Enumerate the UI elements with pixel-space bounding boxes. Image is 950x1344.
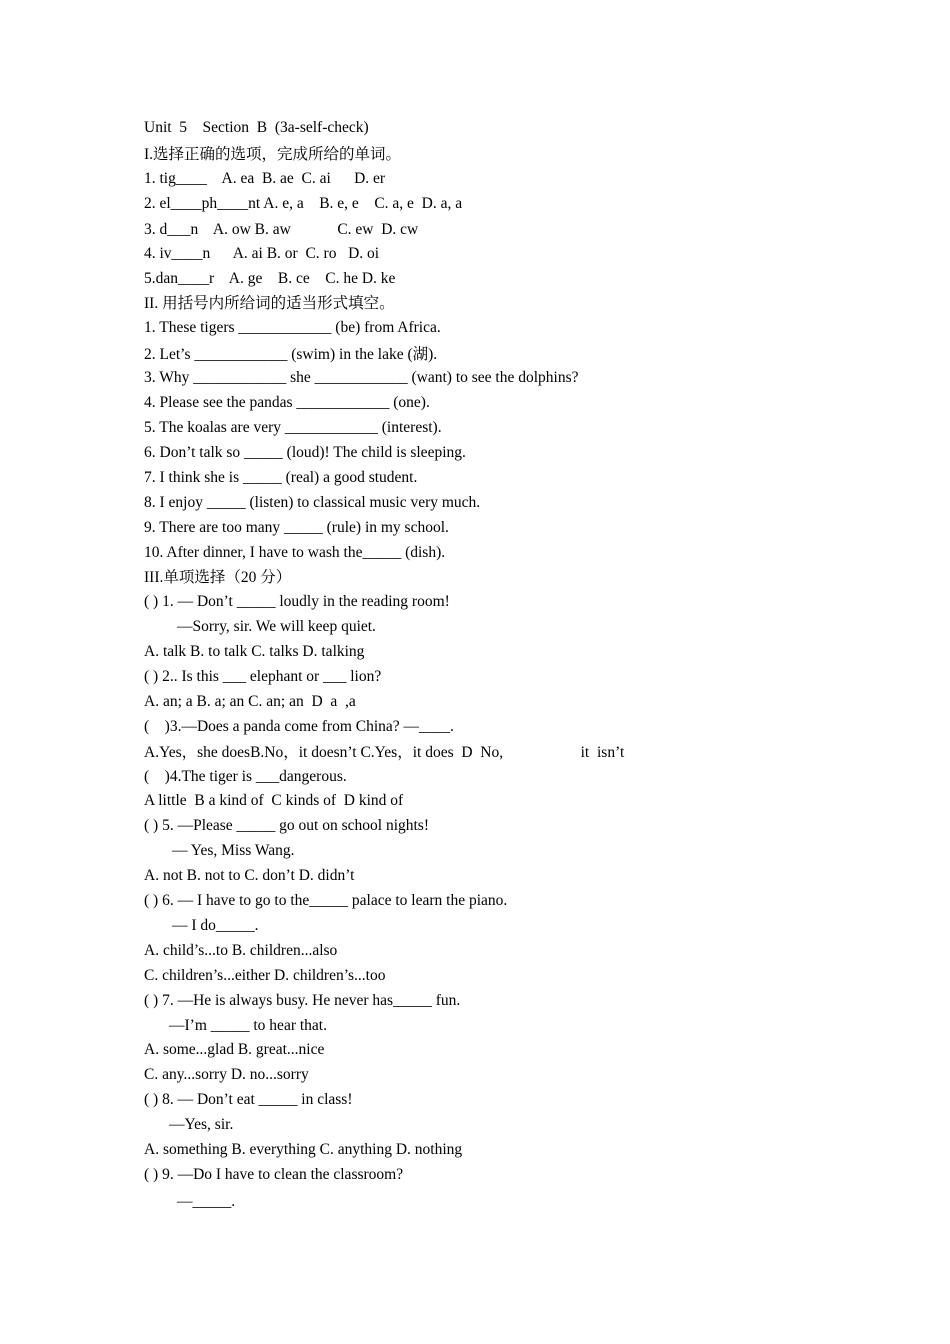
word-item-1: 1. tig____ A. ea B. ae C. ai D. er <box>144 170 386 187</box>
fill-item-3: 3. Why ____________ she ____________ (want) to see the dolphins? <box>144 369 579 386</box>
mc-question-1: ( ) 1. — Don’t _____ loudly in the reading room! <box>144 593 450 610</box>
mc-reply-6: — I do_____. <box>172 917 259 934</box>
word-item-4: 4. iv____n A. ai B. or C. ro D. oi <box>144 245 380 262</box>
mc-question-2: ( ) 2.. Is this ___ elephant or ___ lion? <box>144 668 382 685</box>
fill-item-7: 7. I think she is _____ (real) a good student. <box>144 469 418 486</box>
mc-question-8: ( ) 8. — Don’t eat _____ in class! <box>144 1091 353 1108</box>
page-title: Unit 5 Section B (3a-self-check) <box>144 119 369 136</box>
mc-options-6a: A. child’s...to B. children...also <box>144 942 338 959</box>
fill-item-6: 6. Don’t talk so _____ (loud)! The child is sleeping. <box>144 444 466 461</box>
fill-item-4: 4. Please see the pandas ____________ (one). <box>144 394 430 411</box>
fill-item-10: 10. After dinner, I have to wash the_____ (dish). <box>144 544 446 561</box>
fill-item-1: 1. These tigers ____________ (be) from Africa. <box>144 319 441 336</box>
word-item-5: 5.dan____r A. ge B. ce C. he D. ke <box>144 270 396 287</box>
mc-options-1: A. talk B. to talk C. talks D. talking <box>144 643 365 660</box>
mc-options-7a: A. some...glad B. great...nice <box>144 1041 325 1058</box>
fill-item-9: 9. There are too many _____ (rule) in my school. <box>144 519 449 536</box>
mc-question-5: ( ) 5. —Please _____ go out on school nights! <box>144 817 430 834</box>
section-heading-2: II. 用括号内所给词的适当形式填空。 <box>144 295 395 312</box>
fill-item-2: 2. Let’s ____________ (swim) in the lake (湖). <box>144 346 438 363</box>
mc-options-4: A little B a kind of C kinds of D kind of <box>144 792 404 809</box>
mc-reply-5: — Yes, Miss Wang. <box>172 842 295 859</box>
mc-options-6b: C. children’s...either D. children’s...too <box>144 967 386 984</box>
mc-options-3: A.Yes，she doesB.No，it doesn’t C.Yes，it does D No, it isn’t <box>144 744 625 761</box>
fill-item-8: 8. I enjoy _____ (listen) to classical music very much. <box>144 494 481 511</box>
word-item-2: 2. el____ph____nt A. e, a B. e, e C. a, e D. a, a <box>144 195 463 212</box>
mc-question-9: ( ) 9. —Do I have to clean the classroom? <box>144 1166 404 1183</box>
mc-reply-1: —Sorry, sir. We will keep quiet. <box>177 618 376 635</box>
section-heading-3: III.单项选择（20 分） <box>144 569 292 586</box>
mc-reply-8: —Yes, sir. <box>169 1116 234 1133</box>
mc-question-6: ( ) 6. — I have to go to the_____ palace to learn the piano. <box>144 892 508 909</box>
mc-options-7b: C. any...sorry D. no...sorry <box>144 1066 309 1083</box>
fill-item-5: 5. The koalas are very ____________ (interest). <box>144 419 442 436</box>
mc-question-7: ( ) 7. —He is always busy. He never has_____ fun. <box>144 992 461 1009</box>
mc-reply-7: —I’m _____ to hear that. <box>169 1017 327 1034</box>
mc-options-2: A. an; a B. a; an C. an; an D a ,a <box>144 693 356 710</box>
mc-options-8: A. something B. everything C. anything D. nothing <box>144 1141 463 1158</box>
mc-question-3: ( )3.—Does a panda come from China? —____. <box>144 718 454 735</box>
section-heading-1: I.选择正确的选项，完成所给的单词。 <box>144 146 402 163</box>
mc-reply-9: —_____. <box>177 1193 236 1210</box>
mc-question-4: ( )4.The tiger is ___dangerous. <box>144 768 347 785</box>
word-item-3: 3. d___n A. ow B. aw C. ew D. cw <box>144 221 419 238</box>
mc-options-5: A. not B. not to C. don’t D. didn’t <box>144 867 355 884</box>
